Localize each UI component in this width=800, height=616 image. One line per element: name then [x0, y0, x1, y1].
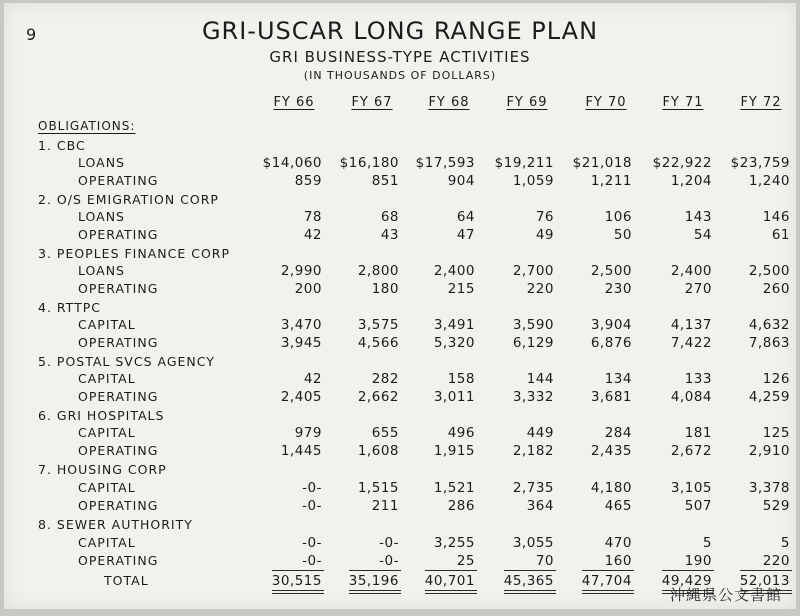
row-label: OPERATING	[78, 389, 159, 404]
table-cell: 133	[684, 371, 712, 387]
table-cell: 43	[380, 227, 399, 243]
total-double-rule	[425, 590, 477, 591]
table-cell: 2,662	[357, 389, 399, 405]
table-cell: 3,681	[590, 389, 632, 405]
total-double-rule	[272, 590, 324, 591]
table-cell: -0-	[302, 535, 322, 551]
column-header: FY 67	[351, 95, 393, 110]
subtotal-rule	[662, 570, 714, 571]
table-cell: 284	[604, 425, 632, 441]
column-header: FY 69	[506, 95, 548, 110]
subtotal-rule	[425, 570, 477, 571]
table-cell: 2,700	[512, 263, 554, 279]
table-cell: 78	[303, 209, 322, 225]
table-cell: 465	[604, 498, 632, 514]
row-label: OPERATING	[78, 173, 159, 188]
table-cell: 449	[526, 425, 554, 441]
group-label: 8. SEWER AUTHORITY	[38, 517, 193, 532]
group-label: 2. O/S EMIGRATION CORP	[38, 192, 219, 207]
table-cell: 134	[604, 371, 632, 387]
table-cell: 3,055	[512, 535, 554, 551]
table-cell: 851	[371, 173, 399, 189]
table-row	[4, 480, 796, 498]
subtotal-rule	[740, 570, 792, 571]
table-row	[4, 443, 796, 461]
table-cell: 230	[604, 281, 632, 297]
document-subtitle: GRI BUSINESS-TYPE ACTIVITIES	[269, 48, 531, 66]
row-label: CAPITAL	[78, 535, 136, 550]
table-row	[4, 317, 796, 335]
table-cell: 61	[771, 227, 790, 243]
table-cell: $14,060	[262, 155, 322, 171]
table-cell: 25	[456, 553, 475, 569]
table-cell: 3,470	[280, 317, 322, 333]
table-cell: 1,240	[748, 173, 790, 189]
subtotal-rule	[504, 570, 556, 571]
archive-stamp: 沖縄県公文書館	[669, 586, 782, 604]
table-row	[4, 227, 796, 245]
table-cell: $21,018	[572, 155, 632, 171]
table-cell: 42	[303, 227, 322, 243]
table-cell: -0-	[302, 553, 322, 569]
table-cell: 1,059	[512, 173, 554, 189]
row-label: CAPITAL	[78, 480, 136, 495]
row-label: OPERATING	[78, 227, 159, 242]
table-cell: 215	[447, 281, 475, 297]
table-row	[4, 209, 796, 227]
table-cell: 4,180	[590, 480, 632, 496]
table-cell: 6,129	[512, 335, 554, 351]
table-cell: 50	[613, 227, 632, 243]
total-cell: 45,365	[503, 573, 554, 589]
group-row	[4, 138, 796, 156]
row-label: LOANS	[78, 209, 125, 224]
total-double-rule	[349, 590, 401, 591]
table-cell: 496	[447, 425, 475, 441]
column-header: FY 71	[662, 95, 704, 110]
group-row	[4, 246, 796, 264]
table-cell: 4,137	[670, 317, 712, 333]
table-cell: 4,566	[357, 335, 399, 351]
total-cell: 49,429	[661, 573, 712, 589]
table-cell: 6,876	[590, 335, 632, 351]
table-cell: 3,904	[590, 317, 632, 333]
table-cell: $23,759	[730, 155, 790, 171]
group-row	[4, 300, 796, 318]
table-cell: 529	[762, 498, 790, 514]
table-cell: 4,632	[748, 317, 790, 333]
group-row	[4, 408, 796, 426]
table-cell: 3,011	[433, 389, 475, 405]
total-double-rule	[272, 593, 324, 594]
table-cell: 126	[762, 371, 790, 387]
table-cell: 507	[684, 498, 712, 514]
row-label: LOANS	[78, 263, 125, 278]
table-cell: 1,608	[357, 443, 399, 459]
table-cell: 181	[684, 425, 712, 441]
table-row	[4, 371, 796, 389]
table-cell: 200	[294, 281, 322, 297]
table-cell: 146	[762, 209, 790, 225]
table-cell: 3,378	[748, 480, 790, 496]
table-cell: 979	[294, 425, 322, 441]
total-double-rule	[582, 590, 634, 591]
group-row	[4, 517, 796, 535]
table-cell: 143	[684, 209, 712, 225]
total-double-rule	[504, 590, 556, 591]
total-cell: 35,196	[348, 573, 399, 589]
table-cell: 3,255	[433, 535, 475, 551]
table-cell: 180	[371, 281, 399, 297]
group-row	[4, 462, 796, 480]
table-cell: 1,211	[590, 173, 632, 189]
table-cell: $17,593	[415, 155, 475, 171]
group-label: 4. RTTPC	[38, 300, 101, 315]
group-label: 1. CBC	[38, 138, 86, 153]
group-row	[4, 192, 796, 210]
column-header: FY 68	[428, 95, 470, 110]
table-cell: 4,259	[748, 389, 790, 405]
table-cell: 64	[456, 209, 475, 225]
table-cell: 68	[380, 209, 399, 225]
column-header: FY 72	[740, 95, 782, 110]
table-cell: 3,105	[670, 480, 712, 496]
table-cell: 47	[456, 227, 475, 243]
table-cell: 904	[447, 173, 475, 189]
group-label: 6. GRI HOSPITALS	[38, 408, 165, 423]
group-label: 5. POSTAL SVCS AGENCY	[38, 354, 215, 369]
table-cell: 2,990	[280, 263, 322, 279]
row-label: OPERATING	[78, 553, 159, 568]
table-cell: 282	[371, 371, 399, 387]
table-cell: 286	[447, 498, 475, 514]
table-cell: 270	[684, 281, 712, 297]
total-cell: 52,013	[739, 573, 790, 589]
table-row	[4, 173, 796, 191]
table-cell: 655	[371, 425, 399, 441]
table-cell: -0-	[302, 498, 322, 514]
table-cell: 2,405	[280, 389, 322, 405]
table-row	[4, 535, 796, 553]
subtotal-rule	[349, 570, 401, 571]
table-cell: 2,400	[670, 263, 712, 279]
subtotal-rule	[582, 570, 634, 571]
table-cell: 2,435	[590, 443, 632, 459]
table-cell: $19,211	[494, 155, 554, 171]
table-row	[4, 389, 796, 407]
table-cell: 54	[693, 227, 712, 243]
table-cell: 106	[604, 209, 632, 225]
table-row	[4, 498, 796, 516]
table-cell: 2,182	[512, 443, 554, 459]
table-cell: -0-	[379, 553, 399, 569]
table-cell: 220	[526, 281, 554, 297]
table-row	[4, 335, 796, 353]
total-double-rule	[582, 593, 634, 594]
section-heading: OBLIGATIONS:	[38, 119, 136, 133]
table-cell: $16,180	[339, 155, 399, 171]
table-cell: -0-	[302, 480, 322, 496]
group-row	[4, 354, 796, 372]
column-header: FY 70	[585, 95, 627, 110]
document-title: GRI-USCAR LONG RANGE PLAN	[201, 17, 599, 45]
table-cell: 3,332	[512, 389, 554, 405]
document-page	[4, 3, 796, 609]
table-cell: 2,800	[357, 263, 399, 279]
group-label: 7. HOUSING CORP	[38, 462, 167, 477]
table-cell: 160	[604, 553, 632, 569]
subtotal-rule	[272, 570, 324, 571]
table-cell: 144	[526, 371, 554, 387]
row-label: OPERATING	[78, 281, 159, 296]
table-cell: 220	[762, 553, 790, 569]
table-cell: 42	[303, 371, 322, 387]
table-cell: 470	[604, 535, 632, 551]
table-cell: 2,910	[748, 443, 790, 459]
table-cell: 1,445	[280, 443, 322, 459]
table-cell: 5	[780, 535, 790, 551]
table-cell: 2,400	[433, 263, 475, 279]
table-cell: 3,590	[512, 317, 554, 333]
table-cell: 1,515	[357, 480, 399, 496]
table-cell: 260	[762, 281, 790, 297]
total-double-rule	[349, 593, 401, 594]
table-cell: 5	[702, 535, 712, 551]
total-cell: 47,704	[581, 573, 632, 589]
row-label: OPERATING	[78, 443, 159, 458]
table-row	[4, 263, 796, 281]
total-cell: 40,701	[424, 573, 475, 589]
table-cell: 2,735	[512, 480, 554, 496]
total-double-rule	[425, 593, 477, 594]
row-label: OPERATING	[78, 498, 159, 513]
table-row	[4, 155, 796, 173]
table-cell: 7,863	[748, 335, 790, 351]
row-label: CAPITAL	[78, 317, 136, 332]
table-cell: 7,422	[670, 335, 712, 351]
table-cell: 76	[535, 209, 554, 225]
table-cell: $22,922	[652, 155, 712, 171]
row-label: TOTAL	[104, 573, 149, 588]
table-cell: 1,204	[670, 173, 712, 189]
table-cell: 49	[535, 227, 554, 243]
table-cell: 2,500	[748, 263, 790, 279]
column-header: FY 66	[273, 95, 315, 110]
row-label: CAPITAL	[78, 371, 136, 386]
table-cell: 125	[762, 425, 790, 441]
table-cell: 3,945	[280, 335, 322, 351]
total-cell: 30,515	[271, 573, 322, 589]
table-cell: 1,521	[433, 480, 475, 496]
table-cell: -0-	[379, 535, 399, 551]
page-number: 9	[26, 25, 38, 44]
table-cell: 3,575	[357, 317, 399, 333]
units-note: (IN THOUSANDS OF DOLLARS)	[303, 69, 497, 82]
table-cell: 211	[371, 498, 399, 514]
table-cell: 1,915	[433, 443, 475, 459]
table-cell: 158	[447, 371, 475, 387]
table-cell: 859	[294, 173, 322, 189]
table-cell: 2,672	[670, 443, 712, 459]
table-cell: 364	[526, 498, 554, 514]
row-label: LOANS	[78, 155, 125, 170]
row-label: OPERATING	[78, 335, 159, 350]
table-row	[4, 281, 796, 299]
table-cell: 3,491	[433, 317, 475, 333]
table-cell: 4,084	[670, 389, 712, 405]
group-label: 3. PEOPLES FINANCE CORP	[38, 246, 231, 261]
row-label: CAPITAL	[78, 425, 136, 440]
table-cell: 70	[535, 553, 554, 569]
table-cell: 2,500	[590, 263, 632, 279]
table-row	[4, 425, 796, 443]
table-cell: 190	[684, 553, 712, 569]
total-double-rule	[504, 593, 556, 594]
table-row	[4, 553, 796, 571]
table-cell: 5,320	[433, 335, 475, 351]
